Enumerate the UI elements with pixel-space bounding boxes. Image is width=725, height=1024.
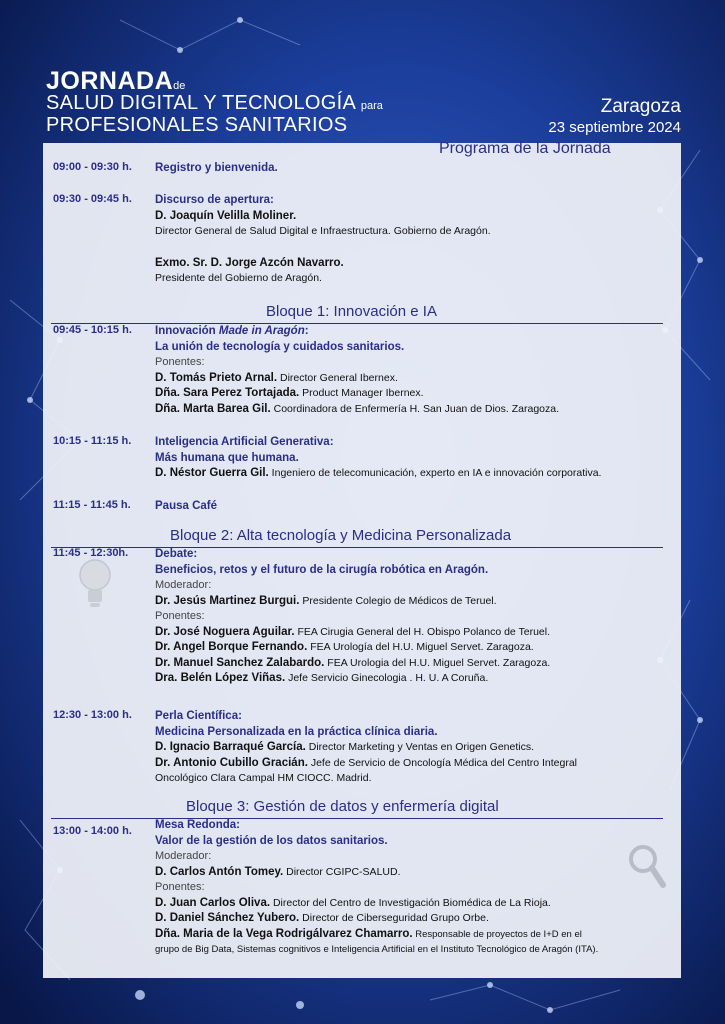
session-time: 09:30 - 09:45 h. (53, 193, 132, 205)
session-title: Debate: (155, 548, 198, 560)
session-title: Inteligencia Artificial Generativa: (155, 436, 334, 448)
program-title: Programa de la Jornada (439, 140, 611, 157)
speaker: Dña. Sara Perez Tortajada. Product Manager Ibernex. (155, 387, 424, 399)
session-title: Innovación Made in Aragón: (155, 325, 309, 337)
speaker: Dr. Manuel Sanchez Zalabardo. FEA Urologia del H.U. Miguel Servet. Zaragoza. (155, 656, 551, 669)
speaker: Dr. José Noguera Aguilar. FEA Cirugia General del H. Obispo Polanco de Teruel. (155, 625, 550, 638)
session-time: 10:15 - 11:15 h. (53, 435, 132, 447)
speaker-name: Exmo. Sr. D. Jorge Azcón Navarro. (155, 256, 344, 269)
session-title: Discurso de apertura: (155, 194, 274, 206)
session-title: Mesa Redonda: (155, 819, 240, 831)
event-title-line2: SALUD DIGITAL Y TECNOLOGÍA para (46, 92, 383, 114)
speaker: D. Ignacio Barraqué García. Director Marketing y Ventas en Origen Genetics. (155, 741, 535, 753)
speaker: D. Daniel Sánchez Yubero. Director de Ciberseguridad Grupo Orbe. (155, 912, 489, 924)
session-subtitle: Medicina Personalizada en la práctica clínica diaria. (155, 725, 438, 738)
speaker: Dña. Marta Barea Gil. Coordinadora de Enfermería H. San Juan de Dios. Zaragoza. (155, 402, 560, 415)
event-title-line3: PROFESIONALES SANITARIOS (46, 114, 348, 136)
lightbulb-icon (73, 553, 117, 613)
session-time: 12:30 - 13:00 h. (53, 709, 132, 721)
program-content: Programa de la Jornada 09:00 - 09:30 h. Registro y bienvenida. 09:30 - 09:45 h. Discurso de apertura: D. Joaquín Velilla Moliner. Director General de Salud Digital e Infraestructura. Gobierno de Aragón. Exmo. Sr. D. Jorge Azcón Navarro. Presidente del Gobierno de Aragón. Bloque 1: Innovación e IA 09:45 - 10:15 h. Innovación Made in Aragón: La unión de tecnología y cuidados sanitarios. Ponentes: D. Tomás Prieto Arnal. Director General Ibernex. Dña. Sara Perez Tortajada. Product Manager Ibernex. Dña. Marta Barea Gil. Coordinadora de Enfermería H. San Juan de Dios. Zaragoza. 10:15 - 11:15 h. Inteligencia Artificial Generativa: Más humana que humana. D. Néstor Guerra Gil. Ingeniero de telecomunicación, experto en IA e innovación corporativa. 11:15 - 11:45 h. Pausa Café Bloque 2: Alta tecnología y Medicina Personalizada 11:45 - 12:30h. Debate: Beneficios, retos y el futuro de la cirugía robótica en Aragón. Moderador: Dr. Jesús Martinez Burgui. Presidente Colegio de Médicos de Teruel. Ponentes: Dr. José Noguera Aguilar. FEA Cirugia General del H. Obispo Polanco de Teruel. Dr. Angel Borque Fernando. FEA Urología del H.U. Miguel Servet. Zaragoza. Dr. Manuel Sanchez Zalabardo. FEA Urologia del H.U. Miguel Servet. Zaragoza. Dra. Belén López Viñas. Jefe Servicio Ginecologia . H. U. A Coruña. 12:30 - 13:00 h. Perla Científica: Medicina Personalizada en la práctica clínica diaria. D. Ignacio Barraqué García. Director Marketing y Ventas en Origen Genetics. Dr. Antonio Cubillo Gracián. Jefe de Servicio de Oncología Médica del Centro Integral Oncológico Clara Campal HM CIOCC. Madrid. Bloque 3: Gestión de datos y enfermería digital 13:00 - 14:00 h. Mesa Redonda: Valor de la gestión de los datos sanitarios. Moderador: D. Carlos Antón Tomey. Director CGIPC-SALUD. Ponentes: D. Juan Carlos Oliva. Director del Centro de Investigación Biomédica de La Rioja. D. Daniel Sánchez Yubero. Director de Ciberseguridad Grupo Orbe. Dña. Maria de la Vega Rodrigálvarez Chamarro. Responsable de proyectos de I+D en el grupo de Big Data, Sistemas cognitivos e Inteligencia Artificial en el Instituto Tecnológico de Aragón (ITA). (43, 143, 681, 978)
header (0, 0, 725, 160)
session-time: 11:45 - 12:30h. (53, 547, 129, 559)
speakers-label: Ponentes: (155, 610, 205, 622)
moderator: Dr. Jesús Martinez Burgui. Presidente Colegio de Médicos de Teruel. (155, 594, 497, 607)
speaker: D. Juan Carlos Oliva. Director del Centro de Investigación Biomédica de La Rioja. (155, 896, 551, 909)
event-city: Zaragoza (600, 96, 681, 117)
session-title: Registro y bienvenida. (155, 162, 278, 174)
speakers-label: Ponentes: (155, 356, 205, 368)
moderator-label: Moderador: (155, 579, 212, 591)
session-time: 09:45 - 10:15 h. (53, 324, 132, 336)
session-time: 11:15 - 11:45 h. (53, 499, 131, 511)
speaker-name: D. Joaquín Velilla Moliner. (155, 209, 297, 222)
speaker: D. Néstor Guerra Gil. Ingeniero de telecomunicación, experto en IA e innovación corporativa. (155, 467, 602, 479)
speakers-label: Ponentes: (155, 881, 205, 893)
session-subtitle: Más humana que humana. (155, 451, 299, 464)
session-title: Pausa Café (155, 500, 218, 512)
speaker-role: Presidente del Gobierno de Aragón. (155, 272, 322, 284)
speaker-role: Director General de Salud Digital e Infraestructura. Gobierno de Aragón. (155, 225, 491, 237)
speaker: Dra. Belén López Viñas. Jefe Servicio Ginecologia . H. U. A Coruña. (155, 672, 489, 684)
moderator: D. Carlos Antón Tomey. Director CGIPC-SALUD. (155, 865, 401, 878)
event-title: JORNADAde (46, 67, 186, 95)
session-time: 09:00 - 09:30 h. (53, 161, 132, 173)
session-subtitle: La unión de tecnología y cuidados sanitarios. (155, 340, 405, 353)
speaker-role-continued: grupo de Big Data, Sistemas cognitivos e Inteligencia Artificial en el Instituto Tecnológico de Aragón (ITA). (155, 944, 599, 955)
speaker: Dr. Angel Borque Fernando. FEA Urología del H.U. Miguel Servet. Zaragoza. (155, 641, 534, 653)
session-subtitle: Beneficios, retos y el futuro de la cirugía robótica en Aragón. (155, 563, 489, 576)
speaker: Dr. Antonio Cubillo Gracián. Jefe de Servicio de Oncología Médica del Centro Integral (155, 756, 577, 769)
session-subtitle: Valor de la gestión de los datos sanitarios. (155, 834, 388, 847)
speaker: D. Tomás Prieto Arnal. Director General Ibernex. (155, 371, 398, 384)
session-time: 13:00 - 14:00 h. (53, 825, 132, 837)
moderator-label: Moderador: (155, 850, 212, 862)
speaker-role-continued: Oncológico Clara Campal HM CIOCC. Madrid. (155, 772, 372, 784)
speaker: Dña. Maria de la Vega Rodrigálvarez Chamarro. Responsable de proyectos de I+D en el (155, 927, 582, 940)
session-title: Perla Científica: (155, 710, 242, 722)
event-date: 23 septiembre 2024 (548, 119, 681, 136)
magnifier-icon (627, 843, 667, 891)
